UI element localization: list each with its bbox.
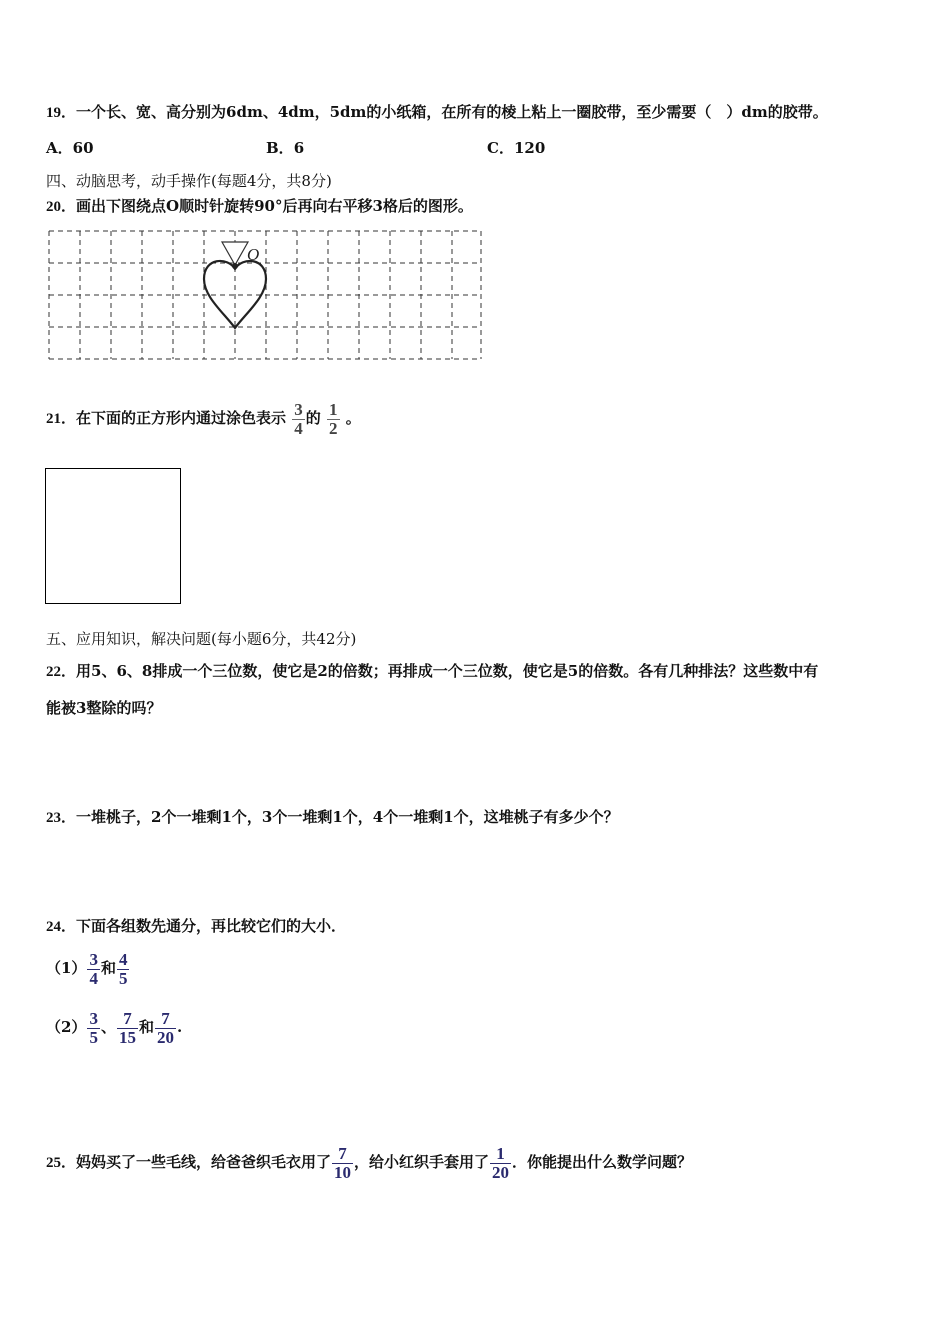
question-text: 用5、6、8排成一个三位数，使它是2的倍数；再排成一个三位数，使它是5的倍数。各有几种排法？这些数中有 bbox=[76, 662, 819, 680]
separator: 、 bbox=[100, 1018, 116, 1036]
numerator: 1 bbox=[329, 399, 338, 419]
question-number: 25． bbox=[46, 1155, 77, 1171]
question-20 bbox=[46, 196, 473, 217]
numerator: 1 bbox=[496, 1143, 505, 1163]
option-value: 6 bbox=[293, 139, 305, 157]
period: . bbox=[176, 1018, 183, 1036]
denominator: 4 bbox=[294, 418, 303, 438]
question-24-part-1 bbox=[46, 946, 130, 990]
fraction-3-5 bbox=[87, 1010, 100, 1047]
part-label: （2） bbox=[46, 1018, 87, 1036]
option-label: A． bbox=[46, 139, 73, 157]
denominator: 20 bbox=[492, 1162, 510, 1182]
question-21 bbox=[46, 390, 361, 447]
denominator: 2 bbox=[329, 418, 338, 438]
option-value: 60 bbox=[72, 139, 94, 157]
fraction-4-5 bbox=[117, 951, 130, 988]
section-5-title: 五、应用知识，解决问题(每小题6分，共42分) bbox=[46, 630, 357, 648]
numerator: 7 bbox=[161, 1008, 170, 1028]
question-text: ．你能提出什么数学问题？ bbox=[512, 1153, 693, 1171]
answer-square[interactable] bbox=[45, 468, 181, 604]
question-text: 画出下图绕点O顺时针旋转90°后再向右平移3格后的图形。 bbox=[76, 197, 473, 215]
question-number: 23． bbox=[46, 810, 77, 826]
denominator: 10 bbox=[334, 1162, 352, 1182]
question-text: 妈妈买了一些毛线，给爸爸织毛衣用了 bbox=[76, 1153, 332, 1171]
question-text: 下面各组数先通分，再比较它们的大小． bbox=[76, 917, 347, 935]
fraction-3-4 bbox=[87, 951, 100, 988]
section-4-title: 四、动脑思考，动手操作(每题4分，共8分) bbox=[46, 172, 332, 190]
question-number: 19． bbox=[46, 105, 77, 121]
option-label: C． bbox=[487, 139, 514, 157]
question-number: 21． bbox=[46, 411, 77, 427]
fraction-7-10 bbox=[332, 1145, 353, 1182]
numerator: 3 bbox=[294, 399, 303, 419]
numerator: 3 bbox=[89, 1008, 98, 1028]
question-text: ，给小红织手套用了 bbox=[354, 1153, 490, 1171]
fraction-1-2 bbox=[327, 401, 340, 438]
question-25 bbox=[46, 1140, 692, 1185]
question-number: 20． bbox=[46, 199, 77, 215]
question-text: 。 bbox=[345, 409, 361, 427]
question-number: 22． bbox=[46, 664, 77, 680]
question-19 bbox=[46, 102, 828, 123]
denominator: 5 bbox=[118, 968, 128, 988]
option-c bbox=[487, 137, 545, 158]
question-22 bbox=[46, 661, 818, 682]
numerator: 7 bbox=[338, 1143, 347, 1163]
separator: 和 bbox=[100, 959, 116, 977]
question-24-part-2 bbox=[46, 1005, 182, 1049]
numerator: 7 bbox=[123, 1008, 132, 1028]
point-o-label: O bbox=[247, 245, 260, 264]
question-text: 一个长、宽、高分别为6dm、4dm，5dm的小纸箱，在所有的棱上粘上一圈胶带，至少需要（ ）dm的胶带。 bbox=[76, 103, 828, 121]
point-o bbox=[232, 263, 238, 269]
fraction-3-4 bbox=[292, 401, 305, 438]
option-b bbox=[266, 137, 304, 158]
denominator: 15 bbox=[118, 1027, 136, 1047]
grid-lines bbox=[49, 231, 481, 359]
option-label: B． bbox=[266, 139, 294, 157]
question-text: 的 bbox=[305, 409, 321, 427]
fraction-7-15 bbox=[117, 1010, 138, 1047]
question-24 bbox=[46, 916, 346, 937]
question-23 bbox=[46, 807, 619, 828]
question-number: 24． bbox=[46, 919, 77, 935]
part-label: （1） bbox=[46, 959, 87, 977]
question-text: 在下面的正方形内通过涂色表示 bbox=[76, 409, 287, 427]
numerator: 3 bbox=[89, 949, 98, 969]
numerator: 4 bbox=[118, 949, 128, 969]
fraction-7-20 bbox=[155, 1010, 176, 1047]
denominator: 4 bbox=[89, 968, 98, 988]
option-a bbox=[46, 137, 94, 158]
dashed-grid-figure bbox=[48, 229, 484, 363]
option-value: 120 bbox=[513, 139, 546, 157]
separator: 和 bbox=[138, 1018, 154, 1036]
denominator: 20 bbox=[156, 1027, 174, 1047]
denominator: 5 bbox=[89, 1027, 98, 1047]
question-22-line2: 能被3整除的吗？ bbox=[46, 699, 162, 717]
question-text: 一堆桃子，2个一堆剩1个，3个一堆剩1个，4个一堆剩1个，这堆桃子有多少个？ bbox=[76, 808, 619, 826]
fraction-1-20 bbox=[490, 1145, 511, 1182]
